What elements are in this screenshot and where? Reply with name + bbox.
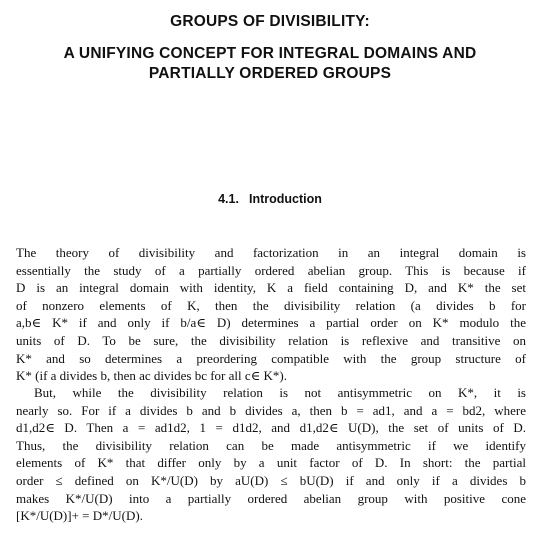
- title-line-1: GROUPS OF DIVISIBILITY:: [170, 13, 370, 30]
- paragraph-line: makes K*/U(D) into a partially ordered abelian group with positive cone: [16, 490, 526, 506]
- paragraph-line: K* and so determines a preordering compatible with the group structure of: [16, 350, 526, 366]
- title-line-3: PARTIALLY ORDERED GROUPS: [148, 65, 392, 82]
- paragraph-line: K* (if a divides b, then ac divides bc for all c∈ K*).: [16, 368, 287, 384]
- paragraph-line: order ≤ defined on K*/U(D) by aU(D) ≤ bU(D) if and only if a divides b: [16, 472, 526, 488]
- section-heading: [0, 190, 540, 208]
- section-number: 4.1.: [218, 192, 239, 206]
- paragraph-line: of nonzero elements of K, then the divisibility relation (a divides b for: [16, 297, 526, 313]
- paragraph-line: units of D. To be sure, the divisibility relation is reflexive and transitive on: [16, 332, 526, 348]
- paragraph-line: [K*/U(D)]+ = D*/U(D).: [16, 508, 143, 524]
- paragraph-line: elements of K* that differ only by a unit factor of D. In short: the partial: [16, 455, 526, 471]
- paragraph-line: d1,d2∈ D. Then a = ad1d2, 1 = d1d2, and d1,d2∈ U(D), the set of units of D.: [16, 420, 526, 436]
- paragraph-line: nearly so. For if a divides b and b divides a, then b = ad1, and a = bd2, where: [16, 402, 526, 418]
- paragraph-line: essentially the study of a partially ordered abelian group. This is because if: [16, 262, 526, 278]
- paragraph-line: But, while the divisibility relation is not antisymmetric on K*, it is: [34, 385, 526, 400]
- title-line-2: A UNIFYING CONCEPT FOR INTEGRAL DOMAINS AND: [63, 45, 477, 62]
- section-title: Introduction: [248, 192, 322, 206]
- paragraph-2: [16, 384, 526, 525]
- paragraph-1: [16, 244, 526, 385]
- paragraph-line: The theory of divisibility and factorization in an integral domain is: [16, 245, 526, 260]
- paragraph-line: Thus, the divisibility relation can be made antisymmetric if we identify: [16, 437, 526, 453]
- paragraph-line: a,b∈ K* if and only if b/a∈ D) determines a partial order on K* modulo the: [16, 315, 526, 331]
- paragraph-line: D is an integral domain with identity, K a field containing D, and K* the set: [16, 280, 526, 296]
